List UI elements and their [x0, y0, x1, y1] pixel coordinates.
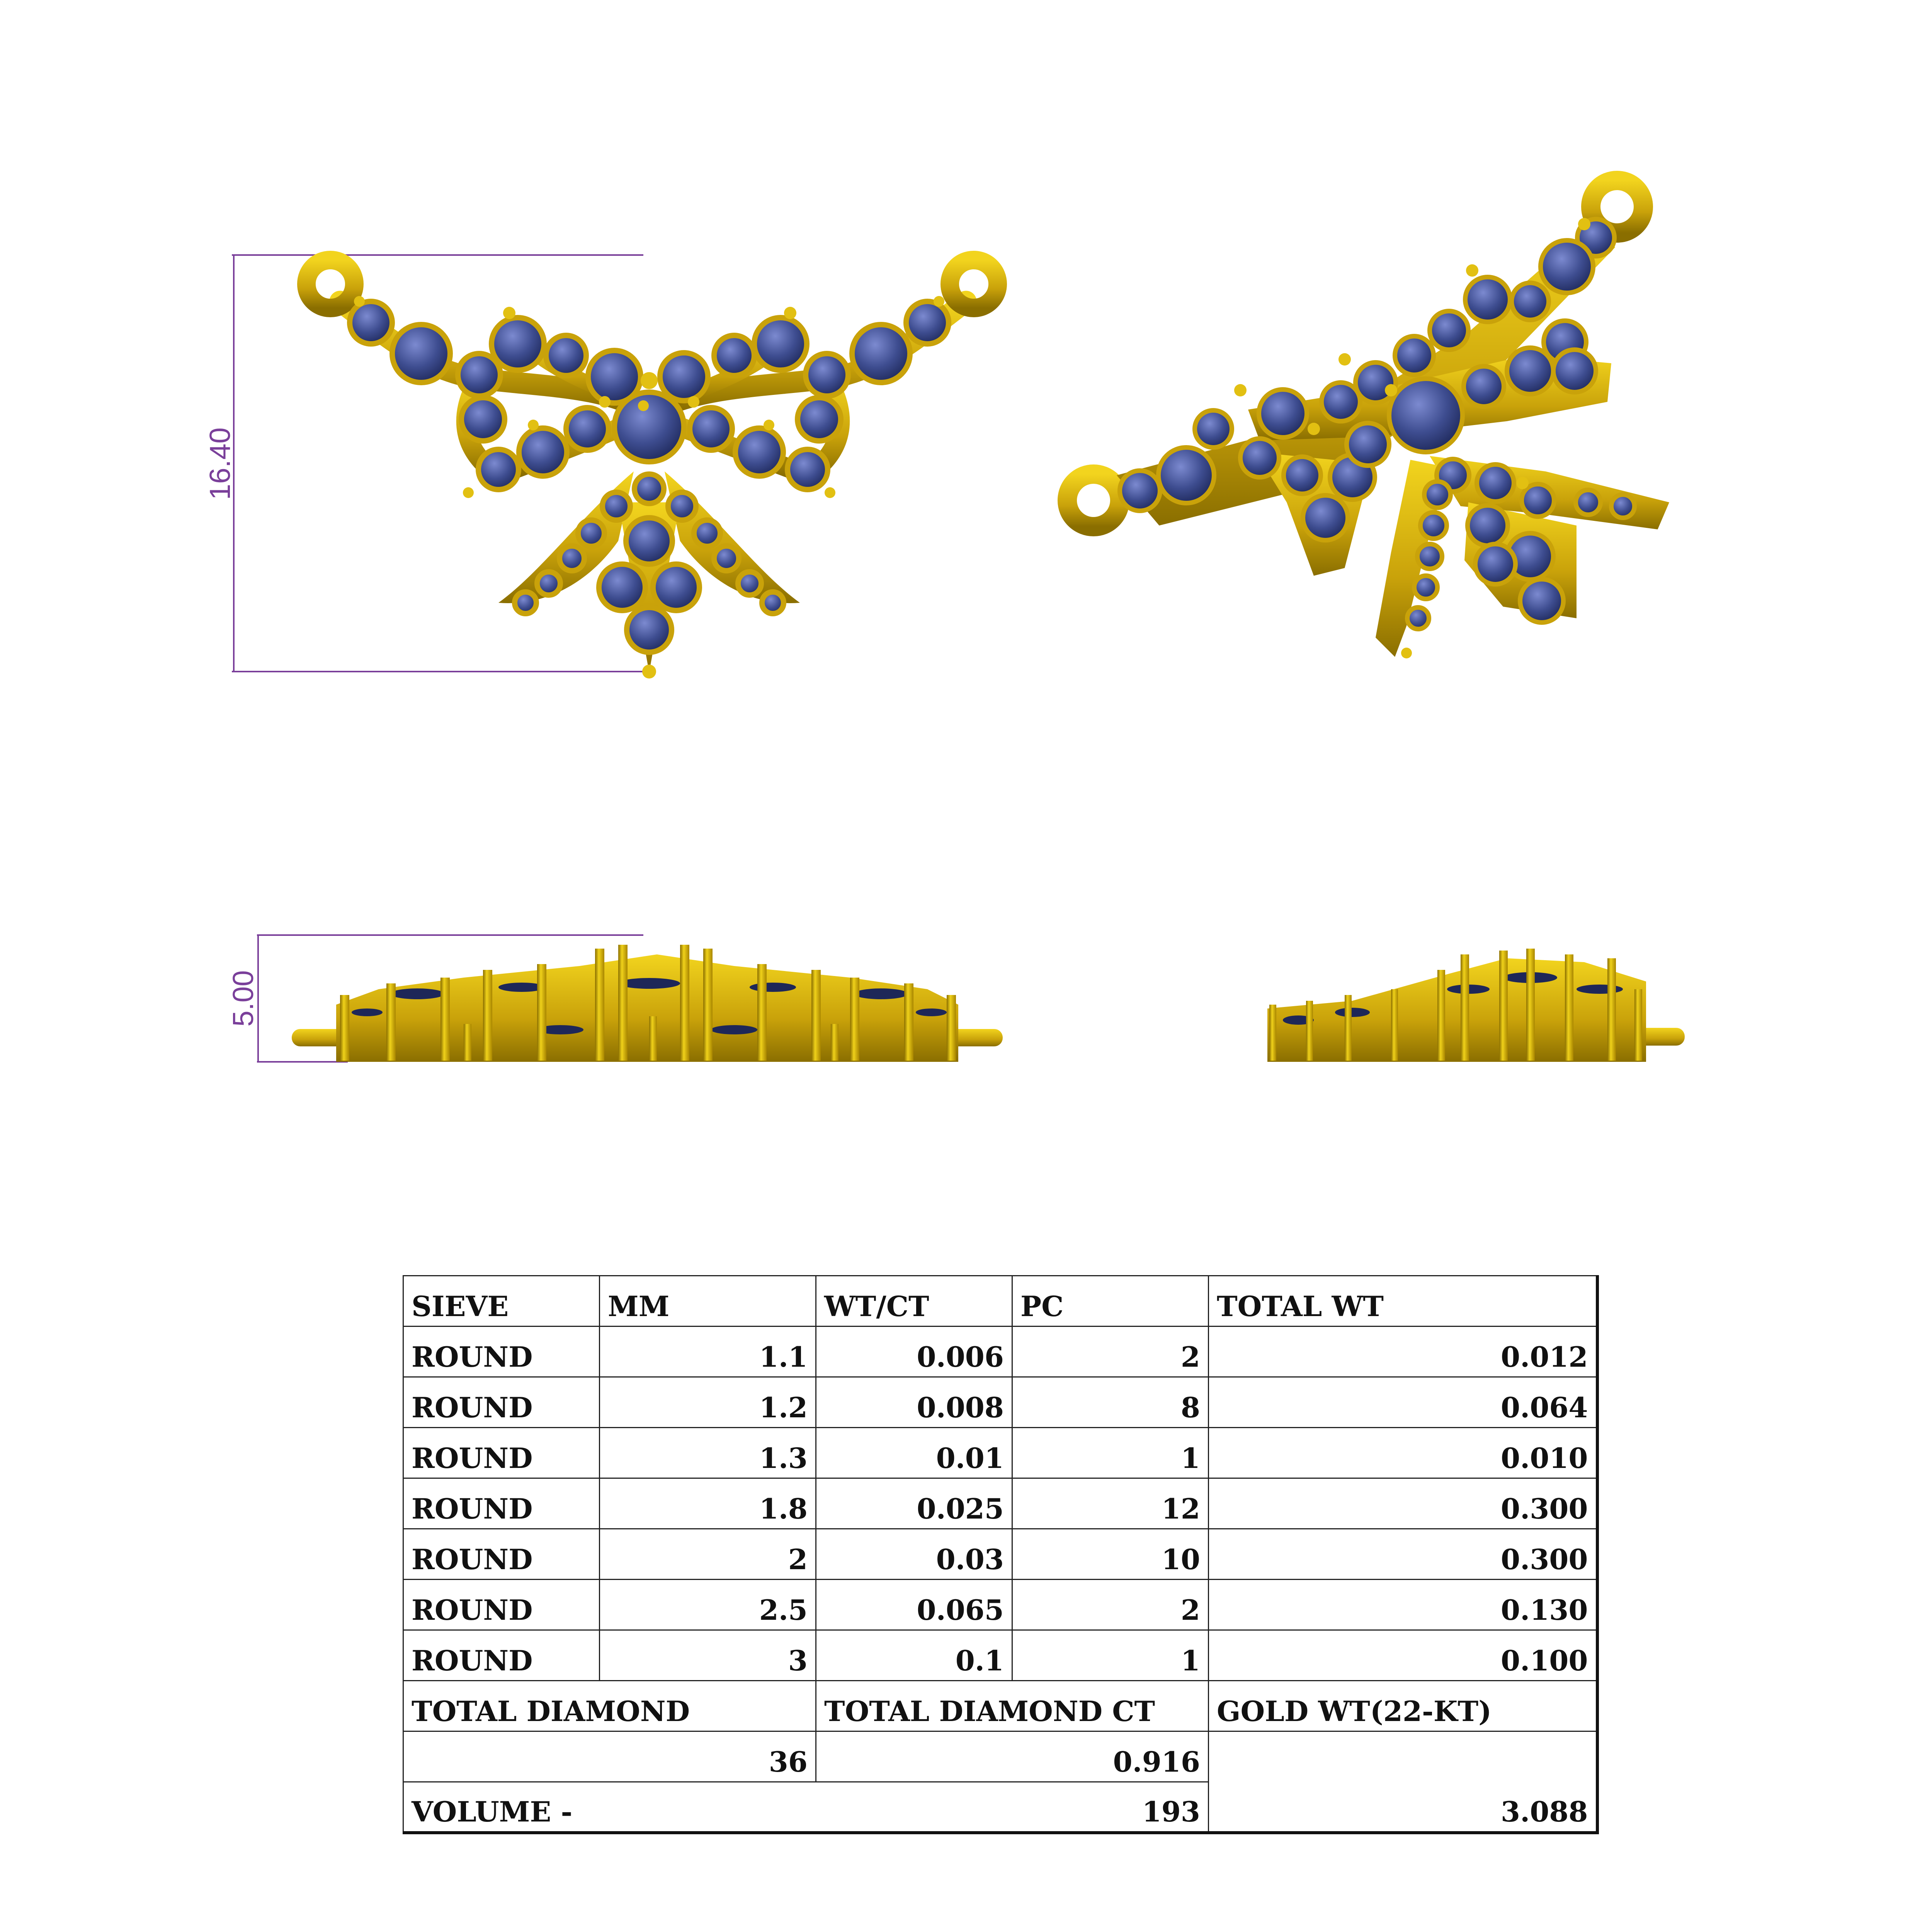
cell-sieve: ROUND [403, 1428, 600, 1478]
table-row [403, 1377, 1597, 1428]
cell-pc: 2 [1012, 1327, 1209, 1377]
cell-pc: 12 [1012, 1478, 1209, 1529]
cell-wt: 0.03 [816, 1529, 1012, 1580]
cell-total: 0.100 [1209, 1630, 1597, 1681]
header-total-wt: TOTAL WT [1209, 1276, 1597, 1327]
volume-label: VOLUME - [403, 1782, 816, 1833]
cell-mm: 2 [600, 1529, 816, 1580]
gold-wt-value: 3.088 [1209, 1731, 1597, 1833]
stone-spec-table [403, 1275, 1599, 1834]
cell-total: 0.012 [1209, 1327, 1597, 1377]
cell-sieve: ROUND [403, 1630, 600, 1681]
depth-dimension-label: 5.00 [227, 970, 259, 1027]
table-row [403, 1428, 1597, 1478]
cell-mm: 1.1 [600, 1327, 816, 1377]
header-pc: PC [1012, 1276, 1209, 1327]
table-row [403, 1529, 1597, 1580]
summary-label-row [403, 1681, 1597, 1731]
cell-total: 0.010 [1209, 1428, 1597, 1478]
cell-pc: 2 [1012, 1580, 1209, 1630]
height-dimension [232, 255, 643, 672]
cell-total: 0.064 [1209, 1377, 1597, 1428]
cell-total: 0.300 [1209, 1529, 1597, 1580]
total-diamond-label: TOTAL DIAMOND [403, 1681, 816, 1731]
cell-mm: 1.8 [600, 1478, 816, 1529]
cell-wt: 0.006 [816, 1327, 1012, 1377]
cell-wt: 0.008 [816, 1377, 1012, 1428]
cell-sieve: ROUND [403, 1377, 600, 1428]
header-mm: MM [600, 1276, 816, 1327]
cell-mm: 1.2 [600, 1377, 816, 1428]
header-sieve: SIEVE [403, 1276, 600, 1327]
table-row [403, 1327, 1597, 1377]
cell-wt: 0.01 [816, 1428, 1012, 1478]
cell-sieve: ROUND [403, 1580, 600, 1630]
table-row [403, 1580, 1597, 1630]
header-wt-ct: WT/CT [816, 1276, 1012, 1327]
cell-total: 0.300 [1209, 1478, 1597, 1529]
table-header-row [403, 1276, 1597, 1327]
cell-pc: 8 [1012, 1377, 1209, 1428]
cell-mm: 3 [600, 1630, 816, 1681]
front-view [204, 255, 998, 679]
iso-view [1067, 180, 1669, 658]
height-dimension-label: 16.40 [204, 427, 236, 500]
cell-sieve: ROUND [403, 1327, 600, 1377]
cell-wt: 0.025 [816, 1478, 1012, 1529]
volume-value: 193 [816, 1782, 1209, 1833]
cell-pc: 1 [1012, 1428, 1209, 1478]
cell-mm: 2.5 [600, 1580, 816, 1630]
summary-value-row [403, 1731, 1597, 1782]
cell-total: 0.130 [1209, 1580, 1597, 1630]
cell-wt: 0.065 [816, 1580, 1012, 1630]
total-diamond-ct-label: TOTAL DIAMOND CT [816, 1681, 1209, 1731]
cell-sieve: ROUND [403, 1478, 600, 1529]
right-side-view [1267, 949, 1685, 1062]
table-row [403, 1630, 1597, 1681]
front-loops [306, 260, 998, 308]
total-diamond-ct-value: 0.916 [816, 1731, 1209, 1782]
cell-pc: 10 [1012, 1529, 1209, 1580]
cell-sieve: ROUND [403, 1529, 600, 1580]
table-row [403, 1478, 1597, 1529]
total-diamond-value: 36 [403, 1731, 816, 1782]
front-side-view [227, 935, 1003, 1062]
right-side-body [1267, 958, 1646, 1062]
cell-pc: 1 [1012, 1630, 1209, 1681]
gold-wt-label: GOLD WT(22-KT) [1209, 1681, 1597, 1731]
front-side-body [336, 954, 958, 1062]
cell-mm: 1.3 [600, 1428, 816, 1478]
cell-wt: 0.1 [816, 1630, 1012, 1681]
